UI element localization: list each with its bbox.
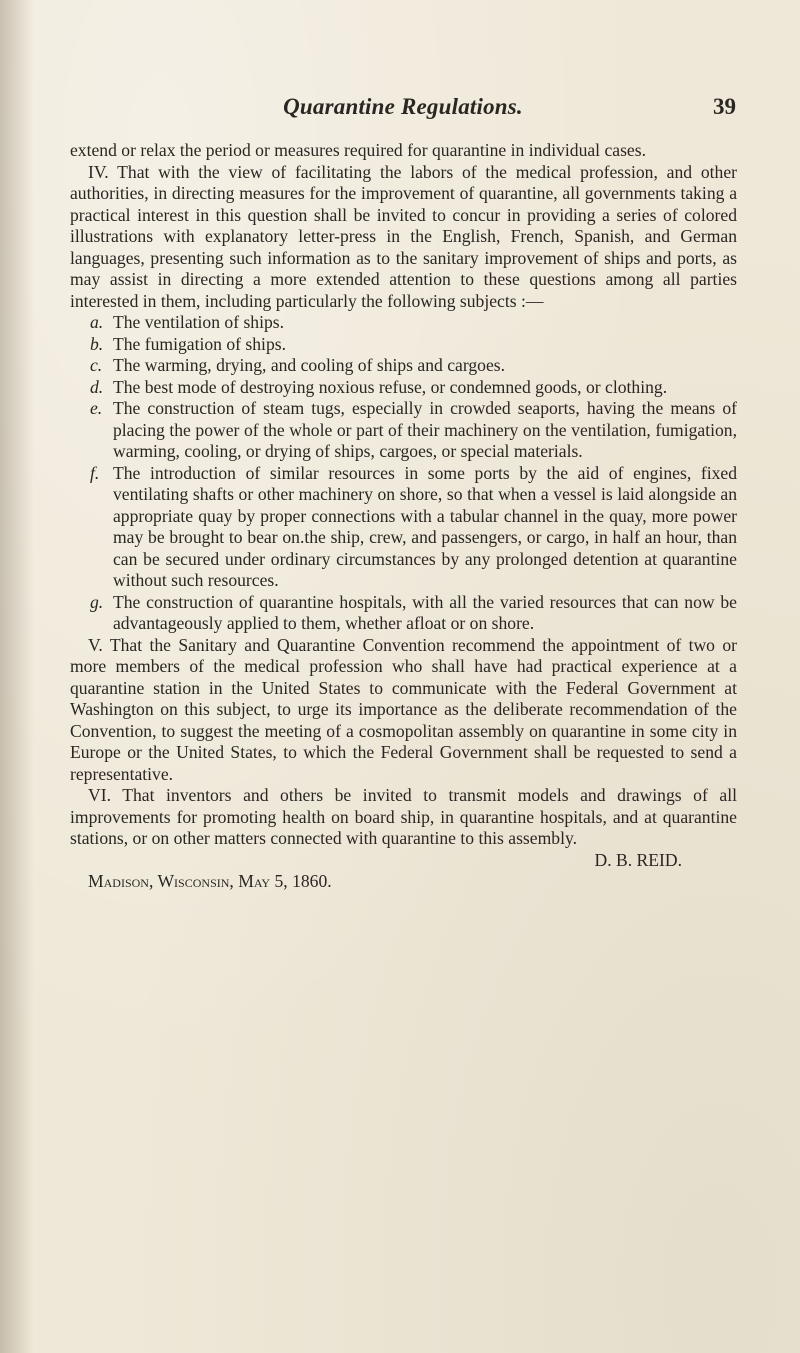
list-item-label: g. (90, 591, 104, 612)
list-item-text: The best mode of destroying noxious refuse, or condemned goods, or clothing. (113, 376, 668, 397)
signature: D. B. REID. (594, 849, 682, 870)
list-item-label: c. (90, 355, 103, 375)
list-item-label: a. (90, 312, 104, 332)
list-item-b (70, 334, 737, 356)
body-text (70, 140, 737, 893)
list-item-c (70, 355, 737, 377)
list-item-label: b. (90, 333, 104, 354)
section-v-paragraph: V. That the Sanitary and Quarantine Convention recommend the appointment of two or more members of the medical profession who shall have had practical experience at a quarantine station in the United States to communicate with the Federal Government at Washington on this subject, to urge its importance as the deliberate recommendation of the Convention, to suggest the meeting of a cosmopolitan assembly on quarantine in some city in Europe or the United States, to which the Federal Government shall be requested to send a representative. (70, 634, 737, 784)
opening-paragraph: extend or relax the period or measures required for quarantine in individual cases. (70, 140, 646, 160)
list-item-text: The warming, drying, and cooling of ships and cargoes. (113, 355, 506, 375)
list-item-a (70, 312, 737, 334)
page-number: 39 (713, 94, 736, 119)
place-and-date: Madison, Wisconsin, May 5, 1860. (88, 871, 332, 891)
list-item-g (70, 592, 737, 635)
list-item-d (70, 377, 737, 399)
list-item-label: e. (90, 398, 103, 418)
running-head (70, 94, 736, 128)
list-item-f (70, 463, 737, 592)
list-item-e (70, 398, 737, 463)
running-title: Quarantine Regulations. (283, 94, 523, 119)
list-item-text: The construction of quarantine hospitals, with all the varied resources that can now be advantageously applied to them, whether afloat or on shore. (113, 591, 737, 633)
list-item-text: The construction of steam tugs, especially in crowded seaports, having the means of placing the power of the whole or part of their machinery on the ventilation, fumigation, warming, cooling, or drying of ships, cargoes, or special materials. (113, 398, 737, 461)
list-item-label: d. (90, 376, 104, 397)
page-gutter-shadow (0, 0, 34, 1353)
list-item-text: The fumigation of ships. (113, 333, 286, 354)
list-item-label: f. (90, 462, 100, 483)
list-item-text: The ventilation of ships. (113, 312, 285, 332)
section-iv-paragraph: IV. That with the view of facilitating the labors of the medical profession, and other authorities, in directing measures for the improvement of quarantine, all governments taking a practical interest in this question shall be invited to concur in providing a series of colored illustrations with explanatory letter-press in the English, French, Spanish, and German languages, presenting such information as to the sanitary improvement of ships and ports, as may assist in directing a more extended attention to these questions among all parties interested in them, including particularly the following subjects :— (70, 161, 737, 311)
list-item-text: The introduction of similar resources in some ports by the aid of engines, fixed ventilating shafts or other machinery on shore, so that when a vessel is laid alongside an appropriate quay by proper connections with a tabular channel in the quay, more power may be brought to bear on.the ship, crew, and passengers, or cargo, in half an hour, than can be secured under ordinary circumstances by any prolonged detention at quarantine without such resources. (113, 462, 737, 590)
section-vi-paragraph: VI. That inventors and others be invited to transmit models and drawings of all improvements for promoting health on board ship, in quarantine hospitals, and at quarantine stations, or on other matters connected with quarantine to this assembly. (70, 785, 737, 848)
